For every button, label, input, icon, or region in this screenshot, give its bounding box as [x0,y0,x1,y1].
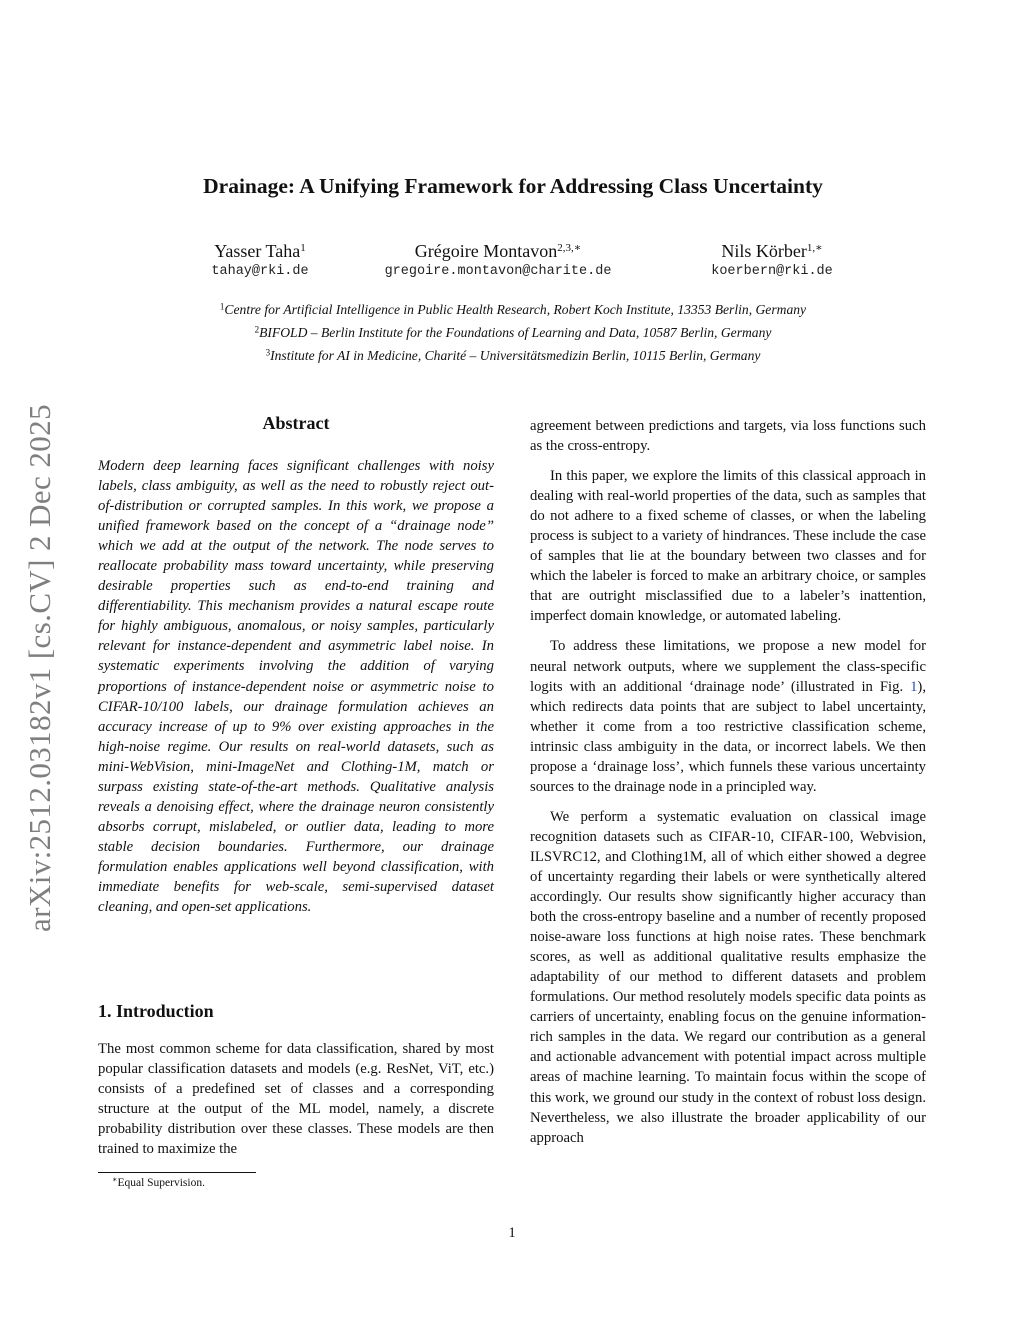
paragraph: agreement between predictions and targets, via loss functions such as the cross-entropy. [530,418,926,455]
author-name: Grégoire Montavon$^{2,3,∗}$ [414,241,582,261]
arxiv-identifier: arXiv:2512.03182v1 [cs.CV] 2 Dec 2025 [22,404,57,932]
section-heading-introduction: 1. Introduction [98,1001,214,1021]
author-email: koerbern@rki.de [711,264,833,279]
introduction-left-column [98,1039,494,1159]
author-name: Yasser Taha$^1$ [214,241,306,261]
abstract-heading: Abstract [262,413,330,433]
author-block [672,240,872,282]
author-block [358,240,638,282]
figure-reference-link[interactable]: 1 [910,678,918,695]
affiliation-line: $^3$Institute for AI in Medicine, Charité – Universitätsmedizin Berlin, 10115 Berlin, Germany [265,347,761,363]
paragraph: In this paper, we explore the limits of this classical approach in dealing with real-world properties of the data, such as samples that do not adhere to a fixed scheme of classes, or when the labeling process is subject to a variety of hindrances. These include the case of samples that lie at the boundary between two classes and for which the labeler is forced to make an arbitrary choice, or samples that are outright misclassified due to a labeler’s inattention, imperfect domain knowledge, or automated labeling. [530,468,926,625]
footnote: ∗Equal Supervision. [112,1175,205,1189]
paragraph: We perform a systematic evaluation on classical image recognition datasets such as CIFAR-10, CIFAR-100, Webvision, ILSVRC12, and Clothing1M, all of which either showed a degree of uncertainty regarding their labels or were synthetically altered accordingly. Our results show significantly higher accuracy than both the cross-entropy baseline and a number of recently proposed noise-aware loss functions at high noise rates. These benchmark scores, as well as additional qualitative results emphasize the adaptability of our method to different datasets and problem formulations. Our method resolutely models specific data points as carriers of uncertainty, enabling focus on the genuine information-rich samples in the data. We regard our contribution as a general and actionable advancement with potential impact across multiple areas of machine learning. To maintain focus within the scope of this work, we ground our study in the context of robust loss design. Nevertheless, we also illustrate the broader applicability of our approach [530,808,926,1146]
author-name: Nils Körber$^{1,∗}$ [721,241,823,261]
page-number: 1 [508,1225,516,1241]
author-affiliation-mark: 2,3,∗ [557,241,582,254]
paragraph: The most common scheme for data classification, shared by most popular classification datasets and models (e.g. ResNet, ViT, etc.) consists of a predefined set of classes and a corresponding structure at the output of the ML model, namely, a discrete probability distribution over these classes. These models are then trained to maximize the [98,1041,494,1158]
author-email: tahay@rki.de [211,264,309,279]
affiliation-line: $^1$Centre for Artificial Intelligence in Public Health Research, Robert Koch Institute, 13353 Berlin, Germany [219,301,807,317]
right-column [530,416,926,1148]
author-block [160,240,360,282]
affiliation-line: $^2$BIFOLD – Berlin Institute for the Foundations of Learning and Data, 10587 Berlin, Germany [254,324,772,340]
author-affiliation-mark: 1,∗ [806,241,823,254]
footnote-rule [98,1172,256,1173]
author-affiliation-mark: 1 [300,241,306,254]
abstract-text: Modern deep learning faces significant challenges with noisy labels, class ambiguity, as well as the need to robustly reject out-of-distribution or corrupted samples. In this work, we propose a unified framework based on the concept of a “drainage node” which we add at the output of the network. The node serves to reallocate probability mass toward uncertainty, while preserving desirable properties such as end-to-end training and differentiability. This mechanism provides a natural escape route for highly ambiguous, anomalous, or noisy samples, particularly relevant for instance-dependent and asymmetric label noise. In systematic experiments involving the addition of varying proportions of instance-dependent noise or asymmetric noise to CIFAR-10/100 labels, our drainage formulation achieves an accuracy increase of up to 9% over existing approaches in the high-noise regime. Our results on real-world datasets, such as mini-WebVision, mini-ImageNet and Clothing-1M, match or surpass existing state-of-the-art methods. Qualitative analysis reveals a denoising effect, where the drainage neuron consistently absorbs corrupt, mislabeled, or outlier data, leading to more stable decision boundaries. Furthermore, our drainage formulation enables applications well beyond classification, with immediate benefits for web-scale, semi-supervised dataset cleaning, and open-set applications. [98,458,494,916]
author-email: gregoire.montavon@charite.de [384,264,612,279]
paper-title: Drainage: A Unifying Framework for Addressing Class Uncertainty [203,174,823,198]
arxiv-sidebar [0,380,80,956]
paragraph: To address these limitations, we propose a new model for neural network outputs, where we supplement the class-specific logits with an additional ‘drainage node’ (illustrated in Fig. 1), which redirects data points that are subject to label uncertainty, whether it come from a too restrictive classification scheme, intrinsic class ambiguity in the data, or incorrect labels. We then propose a ‘drainage loss’, which funnels these various uncertainty sources to the drainage node in a principled way. [530,638,926,795]
